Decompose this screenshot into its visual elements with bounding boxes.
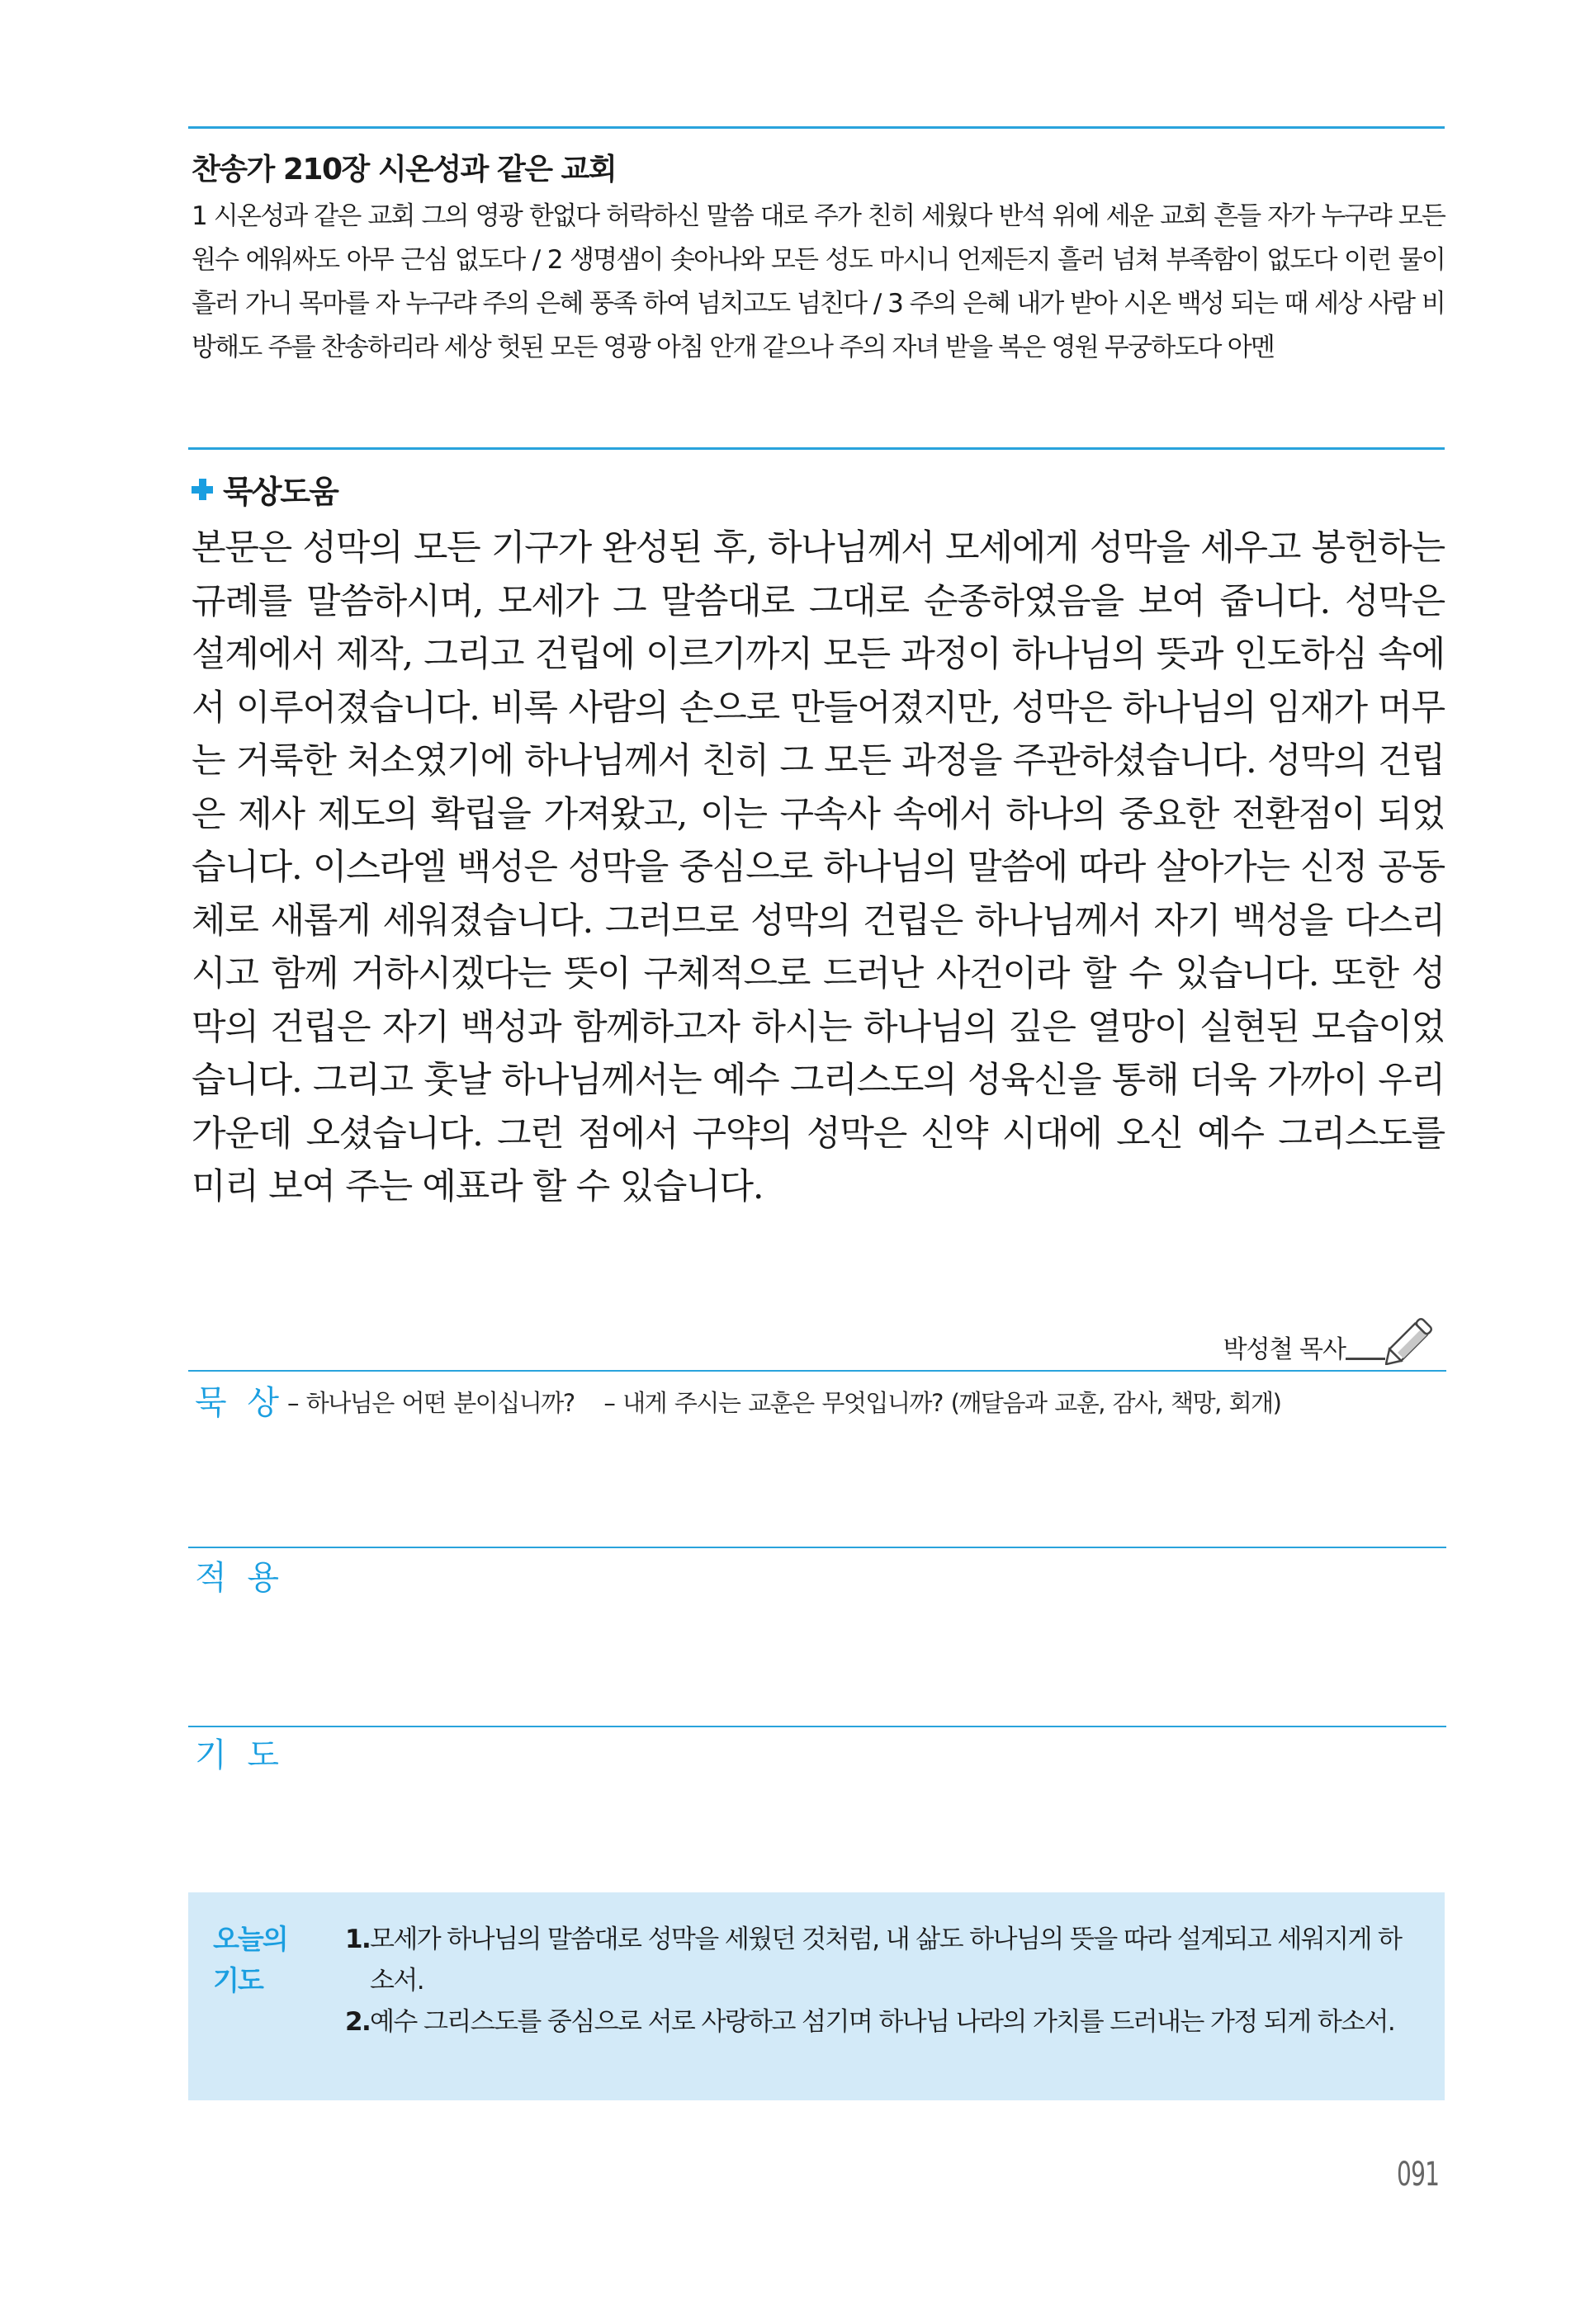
prayer-writing-area[interactable] [188,1778,1445,1886]
hymn-title: 찬송가 210장 시온성과 같은 교회 [192,153,617,187]
prayer-item [345,2001,1418,2043]
author-signature [1223,1312,1438,1365]
prayer-item [345,1919,1418,2001]
page-number: 091 [1397,2156,1440,2194]
meditation-prompt: – 내게 주시는 교훈은 무엇입니까? (깨달음과 교훈, 감사, 책망, 회개) [603,1389,1281,1417]
meditation-help-heading [192,466,338,512]
prayer-label: 기 도 [195,1736,284,1774]
meditation-prompts [287,1385,1302,1419]
prayer-item-text: 모세가 하나님의 말씀대로 성막을 세웠던 것처럼, 내 삶도 하나님의 뜻을 따라 설계되고 세워지게 하소서. [370,1925,1402,1996]
application-divider [188,1547,1446,1548]
todays-prayer-list [345,1919,1418,2043]
todays-prayer-label: 오늘의 기도 [213,1923,287,1996]
pencil-icon [1385,1312,1438,1365]
top-divider [188,126,1445,129]
meditation-prompt: – 하나님은 어떤 분이십니까? [287,1389,575,1417]
prayer-item-number: 1. [345,1925,371,1954]
hymn-section [192,150,1445,370]
meditation-help-title: 묵상도움 [223,474,338,510]
plus-icon [192,479,213,500]
signature-line [1346,1358,1385,1360]
application-label: 적 용 [195,1559,284,1597]
todays-prayer-box [188,1892,1445,2100]
hymn-lyrics: 1 시온성과 같은 교회 그의 영광 한없다 허락하신 말씀 대로 주가 친히 세웠다 반석 위에 세운 교회 흔들 자가 누구랴 모든 원수 에워싸도 아무 근심 없도다 / 2 생명샘이 솟아나와 모든 성도 마시니 언제든지 흘러 넘쳐 부족함이 없도다 이런 물이 흘러 가니 목마를 자 누구랴 주의 은혜 풍족 하여 넘치고도 넘친다 / 3 주의 은혜 내가 받아 시온 백성 되는 때 세상 사람 비방해도 주를 찬송하리라 세상 헛된 모든 영광 아침 안개 같으나 주의 자녀 받을 복은 영원 무궁하도다 아멘 [192,201,1445,362]
meditation-help-body: 본문은 성막의 모든 기구가 완성된 후, 하나님께서 모세에게 성막을 세우고 봉헌하는 규례를 말씀하시며, 모세가 그 말씀대로 그대로 순종하였음을 보여 줍니다. 성막은 설계에서 제작, 그리고 건립에 이르기까지 모든 과정이 하나님의 뜻과 인도하심 속에서 이루어졌습니다. 비록 사람의 손으로 만들어졌지만, 성막은 하나님의 임재가 머무는 거룩한 처소였기에 하나님께서 친히 그 모든 과정을 주관하셨습니다. 성막의 건립은 제사 제도의 확립을 가져왔고, 이는 구속사 속에서 하나의 중요한 전환점이 되었습니다. 이스라엘 백성은 성막을 중심으로 하나님의 말씀에 따라 살아가는 신정 공동체로 새롭게 세워졌습니다. 그러므로 성막의 건립은 하나님께서 자기 백성을 다스리시고 함께 거하시겠다는 뜻이 구체적으로 드러난 사건이라 할 수 있습니다. 또한 성막의 건립은 자기 백성과 함께하고자 하시는 하나님의 깊은 열망이 실현된 모습이었습니다. 그리고 훗날 하나님께서는 예수 그리스도의 성육신을 통해 더욱 가까이 우리 가운데 오셨습니다. 그런 점에서 구약의 성막은 신약 시대에 오신 예수 그리스도를 미리 보여 주는 예표라 할 수 있습니다. [192,527,1445,1207]
author-name: 박성철 목사 [1223,1335,1346,1364]
prayer-item-number: 2. [345,2007,371,2037]
meditation-divider [188,1370,1446,1372]
meditation-writing-area[interactable] [188,1428,1445,1543]
meditation-label: 묵 상 [195,1384,284,1422]
prayer-item-text: 예수 그리스도를 중심으로 서로 사랑하고 섬기며 하나님 나라의 가치를 드러내는 가정 되게 하소서. [370,2007,1395,2037]
hymn-divider [188,447,1445,450]
prayer-divider [188,1726,1446,1727]
application-writing-area[interactable] [188,1601,1445,1717]
